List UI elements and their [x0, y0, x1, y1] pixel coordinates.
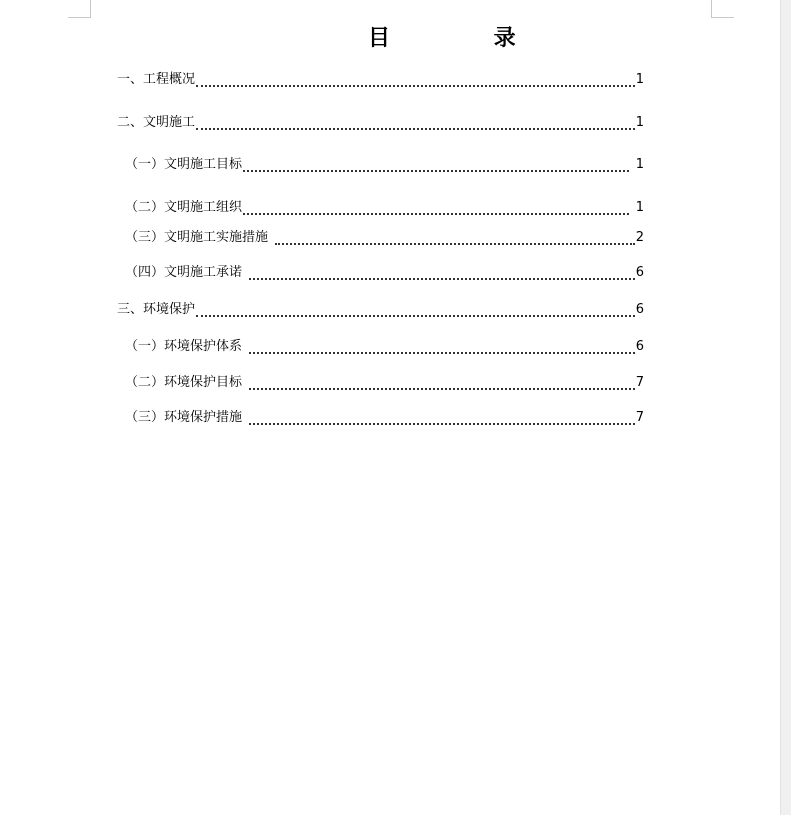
toc-entry-label: 三、环境保护	[117, 302, 196, 317]
toc-entry[interactable]	[125, 198, 644, 218]
toc-entry[interactable]	[125, 263, 644, 283]
toc-entry[interactable]	[125, 337, 644, 357]
toc-entry-label: 二、文明施工	[117, 115, 196, 130]
toc-leader	[249, 278, 635, 280]
toc-entry-label: （一）文明施工目标	[125, 157, 243, 172]
toc-entry-label: （二）环境保护目标	[125, 375, 243, 390]
toc-leader	[249, 423, 635, 425]
toc-leader	[196, 128, 635, 130]
toc-title: 目 录	[368, 25, 564, 51]
toc-entry-page: 7	[635, 375, 644, 390]
toc-leader	[243, 170, 629, 172]
toc-entry-label: 一、工程概况	[117, 72, 196, 87]
toc-entry-page: 1	[635, 72, 644, 87]
toc-entry[interactable]	[117, 70, 644, 90]
toc-leader	[196, 315, 635, 317]
toc-entry-label: （三）文明施工实施措施	[125, 230, 269, 245]
toc-entry[interactable]	[125, 155, 644, 175]
scrollbar-track[interactable]	[780, 0, 791, 815]
toc-entry[interactable]	[125, 373, 644, 393]
toc-entry-page: 2	[635, 230, 644, 245]
page-corner-mark-left	[68, 0, 91, 18]
toc-entry-label: （一）环境保护体系	[125, 339, 243, 354]
toc-entry[interactable]	[125, 408, 644, 428]
toc-entry-label: （二）文明施工组织	[125, 200, 243, 215]
toc-entry[interactable]	[117, 113, 644, 133]
toc-leader	[243, 213, 629, 215]
toc-entry-page: 1	[635, 157, 644, 172]
toc-leader	[275, 243, 635, 245]
toc-entry-page: 6	[635, 265, 644, 280]
toc-entry[interactable]	[125, 228, 644, 248]
toc-entry-page: 1	[635, 115, 644, 130]
toc-entry-label: （三）环境保护措施	[125, 410, 243, 425]
toc-entry-page: 7	[635, 410, 644, 425]
toc-leader	[249, 388, 635, 390]
toc-leader	[249, 352, 635, 354]
toc-leader	[196, 85, 635, 87]
toc-entry[interactable]	[117, 300, 644, 320]
toc-entry-page: 6	[635, 339, 644, 354]
toc-entry-label: （四）文明施工承诺	[125, 265, 243, 280]
toc-entry-page: 6	[635, 302, 644, 317]
page-corner-mark-right	[711, 0, 734, 18]
toc-entry-page: 1	[635, 200, 644, 215]
